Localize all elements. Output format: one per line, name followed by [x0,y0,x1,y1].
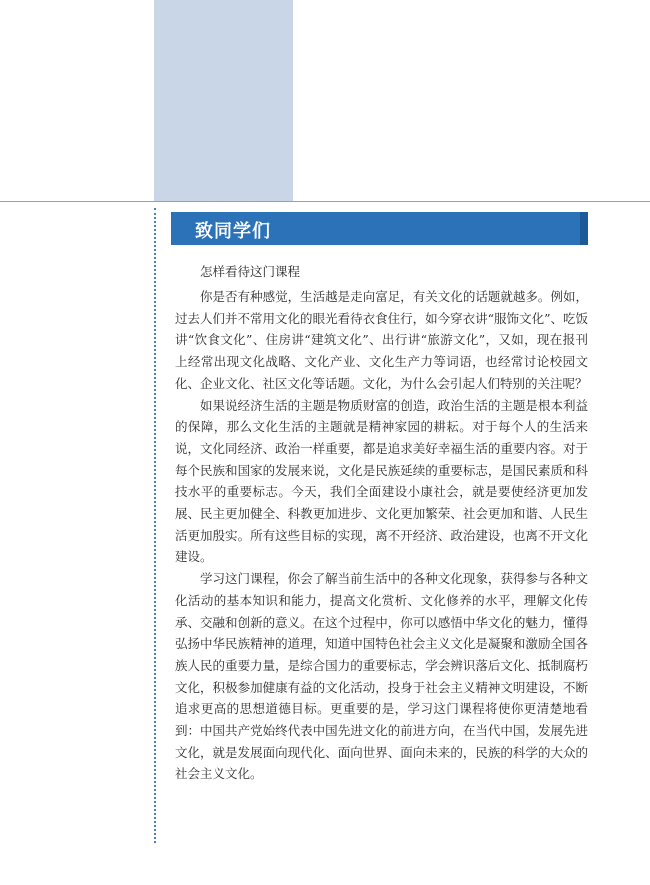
dotted-margin-line [154,208,156,843]
horizontal-rule [0,201,650,202]
body-content [175,262,588,785]
decorative-blue-block [154,0,293,202]
paragraph-2: 如果说经济生活的主题是物质财富的创造，政治生活的主题是根本利益的保障，那么文化生活的主题就是精神家园的耕耘。对于每个人的生活来说，文化同经济、政治一样重要，都是追求美好幸福生活的重要内容。对于每个民族和国家的发展来说，文化是民族延续的重要标志，是国民素质和科技水平的重要标志。今天，我们全面建设小康社会，就是要使经济更加发展、民主更加健全、科教更加进步、文化更加繁荣、社会更加和谐、人民生活更加殷实。所有这些目标的实现，离不开经济、政治建设，也离不开文化建设。 [175,397,588,565]
paragraph-1: 你是否有种感觉，生活越是走向富足，有关文化的话题就越多。例如，过去人们并不常用文化的眼光看待衣食住行，如今穿衣讲“服饰文化”、吃饭讲“饮食文化”、住房讲“建筑文化”、出行讲“旅游文化”，又如，现在报刊上经常出现文化战略、文化产业、文化生产力等词语，也经常讨论校园文化、企业文化、社区文化等话题。文化，为什么会引起人们特别的关注呢？ [175,289,588,391]
page-title: 致同学们 [195,221,271,242]
heading-bar [171,212,588,245]
section-subtitle: 怎样看待这门课程 [200,264,301,279]
paragraph-3: 学习这门课程，你会了解当前生活中的各种文化现象，获得参与各种文化活动的基本知识和能力，提高文化赏析、文化修养的水平，理解文化传承、交融和创新的意义。在这个过程中，你可以感悟中华文化的魅力，懂得弘扬中华民族精神的道理，知道中国特色社会主义文化是凝聚和激励全国各族人民的重要力量，是综合国力的重要标志，学会辨识落后文化、抵制腐朽文化，积极参加健康有益的文化活动，投身于社会主义精神文明建设，不断追求更高的思想道德目标。更重要的是，学习这门课程将使你更清楚地看到：中国共产党始终代表中国先进文化的前进方向，在当代中国，发展先进文化，就是发展面向现代化、面向世界、面向未来的，民族的科学的大众的社会主义文化。 [175,571,588,782]
